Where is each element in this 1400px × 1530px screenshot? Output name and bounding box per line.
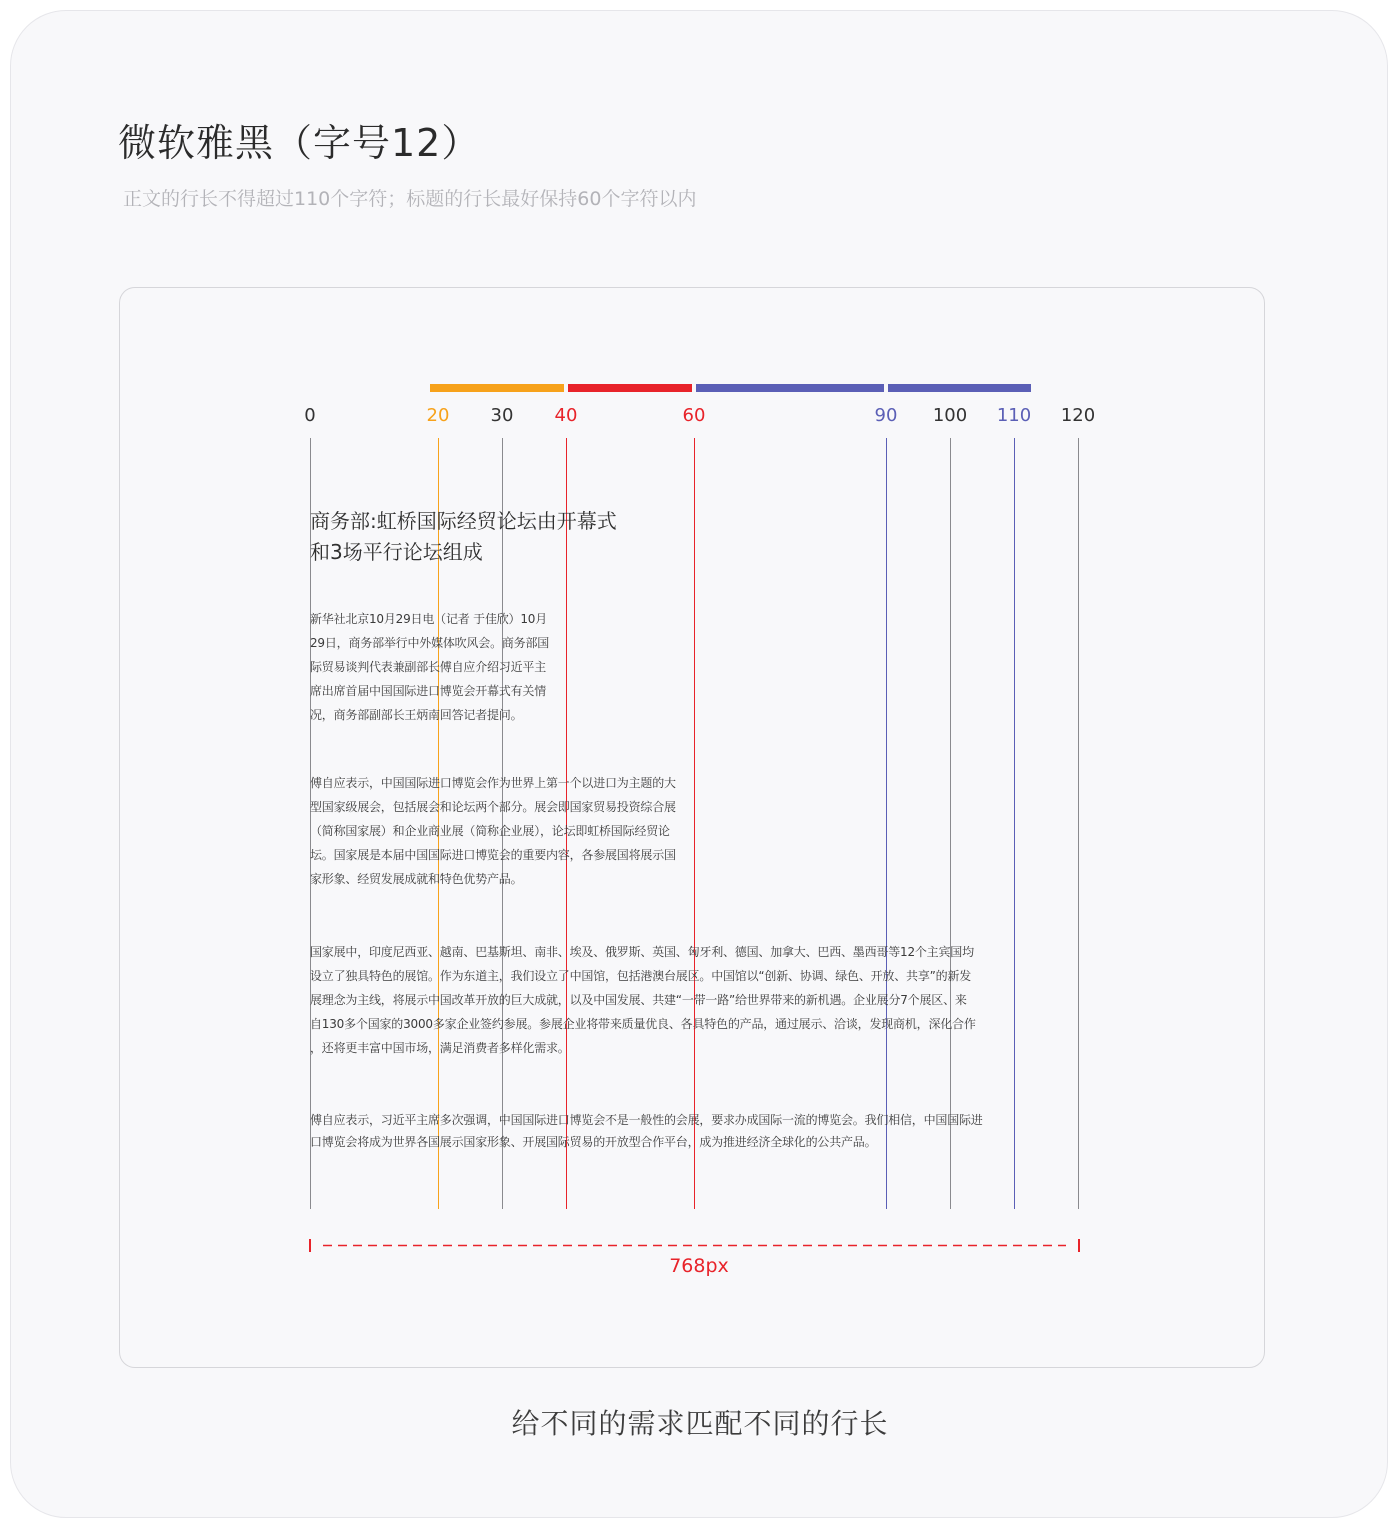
page-subtitle: 正文的行长不得超过110个字符；标题的行长最好保持60个字符以内 — [123, 188, 697, 210]
tick-label-40: 40 — [554, 405, 578, 426]
caption: 给不同的需求匹配不同的行长 — [511, 1407, 889, 1440]
article-paragraph-2: 傅自应表示，中国国际进口博览会作为世界上第一个以进口为主题的大 型国家级展会，包括展会和论坛两个部分。展会即国家贸易投资综合展 （简称国家展）和企业商业展（简称企业展），论坛即虹桥国际经贸论 坛。国家展是本届中国国际进口博览会的重要内容，各参展国将展示国 家形象、经贸发展成就和特色优势产品。 — [310, 776, 676, 886]
tick-label-30: 30 — [490, 405, 514, 426]
tick-label-110: 110 — [996, 405, 1032, 426]
guide-line-110 — [1014, 438, 1015, 1209]
guide-line-120 — [1078, 438, 1079, 1209]
measure-label: 768px — [669, 1255, 729, 1277]
tick-label-20: 20 — [426, 405, 450, 426]
article-paragraph-4: 傅自应表示，习近平主席多次强调，中国国际进口博览会不是一般性的会展，要求办成国际一流的博览会。我们相信，中国国际进 口博览会将成为世界各国展示国家形象、开展国际贸易的开放型合作平台，成为推进经济全球化的公共产品。 — [310, 1113, 983, 1149]
article-title: 商务部:虹桥国际经贸论坛由开幕式和3场平行论坛组成 — [310, 509, 617, 564]
guide-line-60 — [694, 438, 695, 1209]
width-measure-line — [309, 1238, 1080, 1253]
tick-label-60: 60 — [682, 405, 706, 426]
guide-line-90 — [886, 438, 887, 1209]
diagram-card — [119, 287, 1265, 1368]
article-paragraph-3: 国家展中，印度尼西亚、越南、巴基斯坦、南非、埃及、俄罗斯、英国、匈牙利、德国、加拿大、巴西、墨西哥等12个主宾国均 设立了独具特色的展馆。作为东道主，我们设立了中国馆，包括港澳台展区。中国馆以“创新、协调、绿色、开放、共享”的新发 展理念为主线，将展示中国改革开放的巨大成就，以及中国发展、共建“一带一路”给世界带来的新机遇。企业展分7个展区、来 自130多个国家的3000多家企业签约参展。参展企业将带来质量优良、各具特色的产品，通过展示、洽谈，发现商机，深化合作 ，还将更丰富中国市场，满足消费者多样化需求。 — [310, 945, 976, 1055]
article-paragraph-1: 新华社北京10月29日电（记者 于佳欣）10月 29日，商务部举行中外媒体吹风会。商务部国 际贸易谈判代表兼副部长傅自应介绍习近平主 席出席首届中国国际进口博览会开幕式有关情 况，商务部副部长王炳南回答记者提问。 — [310, 612, 550, 722]
page-title: 微软雅黑（字号12） — [118, 121, 481, 165]
range-bar-60-90 — [696, 384, 884, 392]
tick-label-100: 100 — [932, 405, 968, 426]
tick-label-120: 120 — [1060, 405, 1096, 426]
range-bar-40-60 — [568, 384, 692, 392]
range-bar-19-40 — [430, 384, 564, 392]
tick-label-90: 90 — [874, 405, 898, 426]
tick-label-0: 0 — [304, 405, 316, 426]
guide-line-100 — [950, 438, 951, 1209]
range-bar-90-113 — [888, 384, 1031, 392]
